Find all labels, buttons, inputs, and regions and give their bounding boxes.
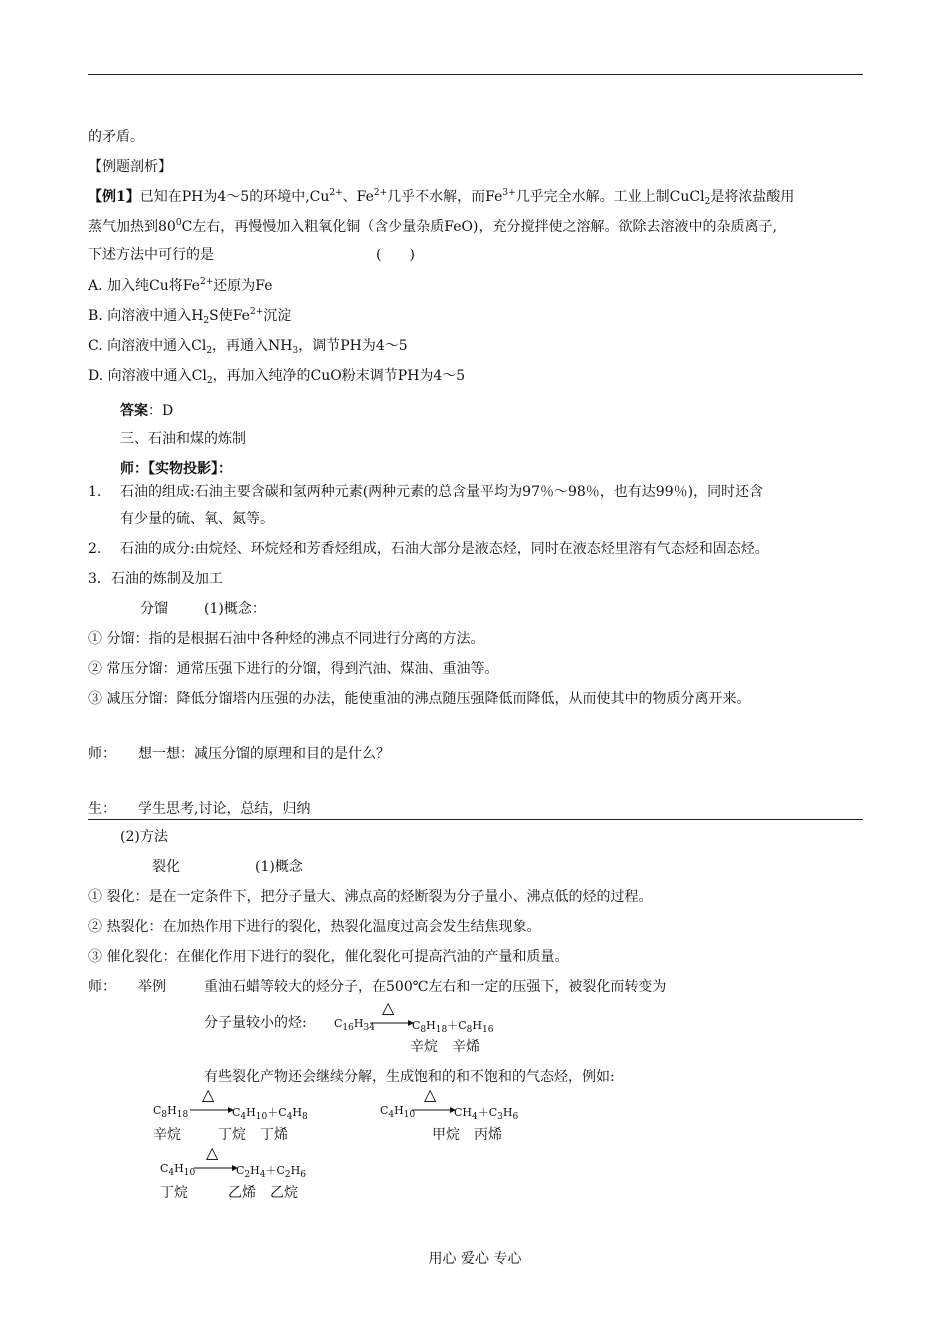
teacher-question-text: 想一想：减压分馏的原理和目的是什么？ bbox=[138, 746, 390, 762]
header-rule bbox=[88, 74, 863, 75]
fractionation-point-2: ② 常压分馏：通常压强下进行的分馏，得到汽油、煤油、重油等。 bbox=[88, 661, 499, 677]
teacher-question-label: 师： bbox=[88, 746, 116, 762]
answer bbox=[120, 402, 173, 420]
equation-1-arrow bbox=[368, 997, 414, 1031]
equation-2-arrow bbox=[188, 1084, 234, 1118]
fractionation-label: 分馏 bbox=[140, 601, 168, 617]
item-2-number: 2. bbox=[88, 541, 102, 557]
svg-text:△: △ bbox=[424, 1085, 437, 1104]
example-2-label: 师： bbox=[88, 979, 116, 995]
equation-3-lhs: $C_4H_{10}$ bbox=[380, 1104, 416, 1120]
equation-1-rhs: $C_8H_{18}+C_8H_{16}$ bbox=[412, 1019, 494, 1035]
option-a: A. 加入纯Cu将$Fe^{2+}$还原为Fe bbox=[88, 277, 273, 294]
cracking-point-1: ① 裂化：是在一定条件下，把分子量大、沸点高的烃断裂为分子量小、沸点低的烃的过程。 bbox=[88, 889, 653, 905]
page-footer: 用心 爱心 专心 bbox=[428, 1251, 522, 1267]
svg-text:△: △ bbox=[382, 998, 395, 1017]
equation-4-lhs: $C_4H_{10}$ bbox=[160, 1162, 196, 1178]
equation-1-lhs: $C_{16}H_{34}$ bbox=[334, 1017, 375, 1033]
example-line-3: 下述方法中可行的是 bbox=[88, 247, 214, 263]
teacher-projection: 师：【实物投影】： bbox=[120, 461, 232, 477]
fractionation-point-3: ③ 减压分馏：降低分馏塔内压强的办法，能使重油的沸点随压强降低而降低，从而使其中的物质分离开来。 bbox=[88, 691, 751, 707]
answer-value: ：D bbox=[148, 403, 174, 419]
fractionation-point-1: ① 分馏：指的是根据石油中各种烃的沸点不同进行分离的方法。 bbox=[88, 631, 485, 647]
equation-4-rhs: $C_2H_4+C_2H_6$ bbox=[236, 1164, 306, 1180]
equation-1-names: 辛烷 辛烯 bbox=[410, 1039, 480, 1055]
answer-parentheses: ( ) bbox=[376, 247, 415, 263]
equation-4-arrow bbox=[192, 1142, 238, 1176]
smaller-hydrocarbons-text: 分子量较小的烃: bbox=[204, 1015, 307, 1031]
equation-2-lhs: $C_8H_{18}$ bbox=[153, 1104, 189, 1120]
heat-arrow-icon bbox=[410, 1084, 456, 1114]
option-c: C. 向溶液中通入$Cl_2$，再通入$NH_3$，调节PH为4～5 bbox=[88, 338, 408, 356]
example-2-text: 重油石蜡等较大的烃分子，在500℃左右和一定的压强下，被裂化而转变为 bbox=[204, 979, 667, 995]
answer-label: 答案 bbox=[120, 403, 148, 419]
cracking-concept: (1)概念 bbox=[255, 859, 303, 875]
continuation-text: 的矛盾。 bbox=[88, 129, 144, 145]
example-line-1: 【例1】已知在PH为4～5的环境中$,Cu^{2+}$、$Fe^{2+}$几乎不水解，而$Fe^{3+}$几乎完全水解。工业上制CuCl$_2$是将浓盐酸用 bbox=[88, 188, 795, 207]
equation-3-arrow bbox=[410, 1084, 456, 1118]
example-2-subtitle: 举例 bbox=[138, 979, 166, 995]
method-label: (2)方法 bbox=[120, 829, 168, 845]
item-3-text: 3．石油的炼制及加工 bbox=[88, 571, 223, 587]
student-label: 生： bbox=[88, 801, 116, 817]
heat-arrow-icon bbox=[188, 1084, 234, 1114]
heat-arrow-icon bbox=[192, 1142, 238, 1172]
option-b: B. 向溶液中通入$H_2S$使$Fe^{2+}$沉淀 bbox=[88, 307, 292, 326]
equation-2-name-left: 辛烷 bbox=[153, 1127, 181, 1143]
cracking-point-3: ③ 催化裂化：在催化作用下进行的裂化，催化裂化可提高汽油的产量和质量。 bbox=[88, 949, 569, 965]
equation-2-rhs: $C_4H_{10}+C_4H_8$ bbox=[232, 1106, 308, 1122]
svg-text:△: △ bbox=[202, 1085, 215, 1104]
further-decomposition-text: 有些裂化产物还会继续分解，生成饱和的和不饱和的气态烃，例如: bbox=[204, 1069, 615, 1085]
example-line-2: 蒸气加热到$80^0C$左右，再慢慢加入粗氧化铜（含少量杂质FeO)，充分搅拌使之溶解。欲除去溶液中的杂质离子, bbox=[88, 218, 777, 235]
cracking-point-2: ② 热裂化：在加热作用下进行的裂化，热裂化温度过高会发生结焦现象。 bbox=[88, 919, 541, 935]
item-1-line-2: 有少量的硫、氧、氮等。 bbox=[120, 511, 274, 527]
cracking-label: 裂化 bbox=[152, 859, 180, 875]
section-3-title: 三、石油和煤的炼制 bbox=[120, 431, 246, 447]
option-d: D. 向溶液中通入$Cl_2$，再加入纯净的CuO粉末调节PH为4～5 bbox=[88, 368, 466, 386]
student-text: 学生思考,讨论，总结，归纳 bbox=[138, 801, 311, 817]
section-rule bbox=[88, 819, 863, 820]
svg-text:△: △ bbox=[206, 1143, 219, 1162]
equation-3-names-right: 甲烷 丙烯 bbox=[432, 1127, 502, 1143]
equation-3-rhs: $CH_4+C_3H_6$ bbox=[454, 1106, 519, 1122]
item-1-line-1: 石油的组成:石油主要含碳和氢两种元素(两种元素的总含量平均为97％～98％，也有达99％)，同时还含 bbox=[120, 484, 764, 500]
example-label: 【例1】 bbox=[88, 189, 140, 205]
equation-4-names-right: 乙烯 乙烷 bbox=[228, 1185, 298, 1201]
heat-arrow-icon bbox=[368, 997, 414, 1027]
fractionation-concept: (1)概念： bbox=[204, 601, 266, 617]
item-2-text: 石油的成分:由烷烃、环烷烃和芳香烃组成，石油大部分是液态烃，同时在液态烃里溶有气态烃和固态烃。 bbox=[120, 541, 769, 557]
item-1-number: 1. bbox=[88, 484, 102, 500]
equation-4-name-left: 丁烷 bbox=[160, 1185, 188, 1201]
equation-2-names-right: 丁烷 丁烯 bbox=[218, 1127, 288, 1143]
section-header: 【例题剖析】 bbox=[88, 159, 172, 175]
